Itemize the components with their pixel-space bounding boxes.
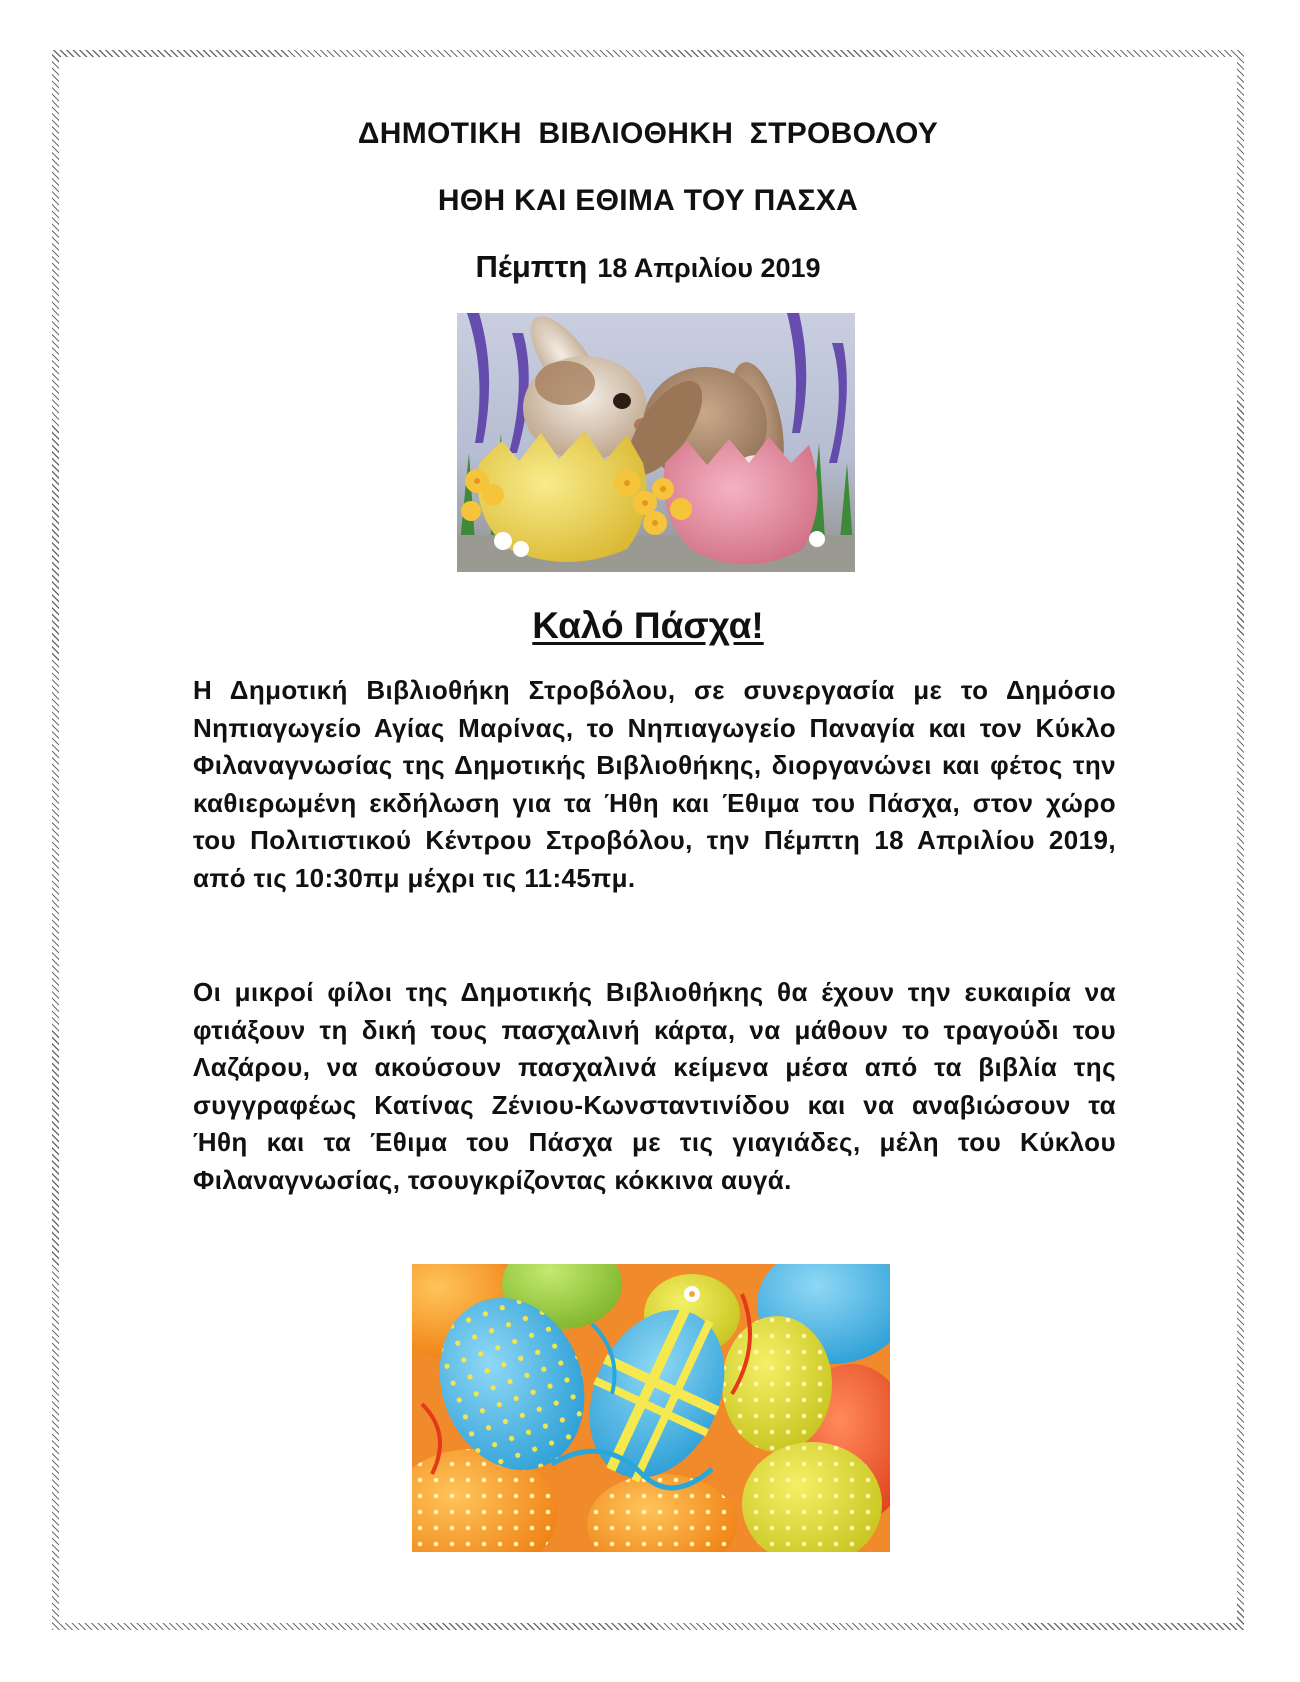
page-border	[52, 50, 1244, 1630]
easter-greeting: Καλό Πάσχα!	[532, 605, 764, 646]
body-paragraph-2: Οι μικροί φίλοι της Δημοτικής Βιβλιοθήκης θα έχουν την ευκαιρία να φτιάξουν τη δική τους πασχαλινή κάρτα, να μάθουν το τραγούδι του Λαζάρου, να ακούσουν πασχαλινά κείμενα μέσα από τα βιβλία της συγγραφέως Κατίνας Ζένιου-Κωνσταντινίδου και να αναβιώσουν τα Ήθη και τα Έθιμα του Πάσχα με τις γιαγιάδες, μέλη του Κύκλου Φιλαναγνωσίας, τσουγκρίζοντας κόκκινα αυγά.	[193, 977, 1116, 1195]
body-paragraph-1: Η Δημοτική Βιβλιοθήκη Στροβόλου, σε συνεργασία με το Δημόσιο Νηπιαγωγείο Αγίας Μαρίνας, το Νηπιαγωγείο Παναγία και τον Κύκλο Φιλαναγνωσίας της Δημοτικής Βιβλιοθήκης, διοργανώνει και φέτος την καθιερωμένη εκδήλωση για τα Ήθη και Έθιμα του Πάσχα, στον χώρο του Πολιτιστικού Κέντρου Στροβόλου, την Πέμπτη 18 Απριλίου 2019, από τις 10:30πμ μέχρι τις 11:45πμ.	[193, 675, 1116, 893]
bunnies-illustration	[457, 313, 855, 572]
library-title: ΔΗΜΟΤΙΚΗ ΒΙΒΛΙΟΘΗΚΗ ΣΤΡΟΒΟΛΟΥ	[357, 117, 939, 150]
easter-eggs-illustration	[412, 1264, 890, 1552]
event-date: 18 Απριλίου 2019	[597, 253, 821, 283]
event-day: Πέμπτη	[475, 249, 588, 284]
page	[59, 57, 1237, 1623]
event-title: ΗΘΗ ΚΑΙ ΕΘΙΜΑ ΤΟΥ ΠΑΣΧΑ	[437, 184, 859, 217]
eggs-photo	[412, 1264, 890, 1552]
event-date-line	[59, 249, 1237, 285]
bunnies-photo	[457, 313, 855, 572]
